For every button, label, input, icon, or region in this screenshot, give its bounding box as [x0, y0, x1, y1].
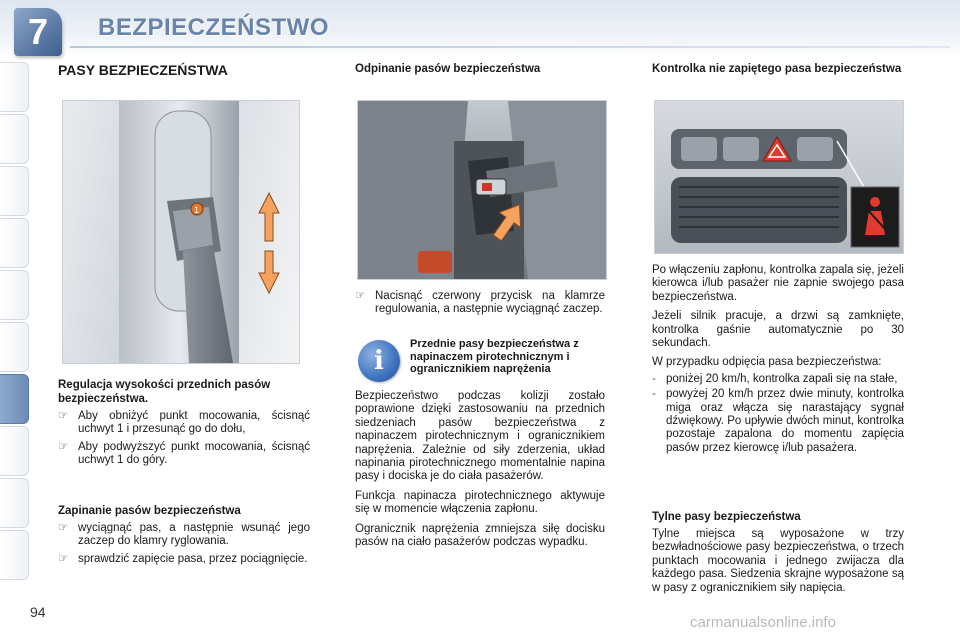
- list-item: ☞ sprawdzić zapięcie pasa, przez pociągnięcie.: [58, 552, 308, 565]
- hand-pointer-icon: ☞: [58, 410, 69, 422]
- buckle-illustration: [358, 101, 606, 279]
- section-title-seatbelts: PASY BEZPIECZEŃSTWA: [58, 62, 228, 78]
- figure-buckle: [357, 100, 607, 280]
- chapter-tab-4[interactable]: [0, 218, 29, 268]
- header-divider: [70, 46, 950, 48]
- figure-height-adjuster: [62, 100, 300, 364]
- list-item: - poniżej 20 km/h, kontrolka zapali się na stałe,: [652, 372, 898, 385]
- hand-pointer-icon: ☞: [58, 440, 69, 453]
- chapter-tabs: [0, 58, 30, 588]
- rear-belts-title: Tylne pasy bezpieczeństwa: [652, 511, 801, 523]
- handle-label: 1: [194, 205, 200, 215]
- page-title: BEZPIECZEŃSTWO: [98, 14, 330, 41]
- column-unfasten: [355, 62, 605, 76]
- unfasten-block: [355, 286, 605, 317]
- chapter-tab-6[interactable]: [0, 322, 29, 372]
- page-number: 94: [30, 604, 46, 620]
- list-item: - powyżej 20 km/h przez dwie minuty, kontrolka miga oraz włącza się narastający sygnał dźwiękowy. Po upływie dwóch minut, kontrolka pozostaje zapalona do momentu zapięcia pasów przez kierowcę i/lub pasażera.: [652, 388, 904, 454]
- fasten-block: [58, 504, 310, 566]
- hand-pointer-icon: ☞: [355, 290, 366, 302]
- paragraph: W przypadku odpięcia pasa bezpieczeństwa:: [652, 356, 882, 369]
- paragraph: Tylne miejsca są wyposażone w trzy bezwładnościowe pasy bezpieczeństwa, o trzech punktach mocowania i jednego zwijacza dla każdego pasa. Siedzenia skrajne wyposażone są w pasy z ogranicznikiem siły napięcia.: [652, 528, 904, 594]
- pretensioner-title-block: [410, 338, 605, 376]
- chapter-tab-8[interactable]: [0, 426, 29, 476]
- info-icon: i: [358, 340, 400, 382]
- column-seatbelts: [58, 62, 310, 78]
- height-adjust-block: [58, 378, 310, 468]
- fasten-title: Zapinanie pasów bezpieczeństwa: [58, 505, 241, 517]
- warning-lamp-title: Kontrolka nie zapiętego pasa bezpieczeństwa: [652, 63, 902, 75]
- paragraph: Bezpieczeństwo podczas kolizji zostało poprawione dzięki zastosowaniu na przednich siedzeniach pasów bezpieczeństwa z napinaczem pirotechnicznym i ogranicznikiem naprężenia. Zależnie od siły zderzenia, układ napinania pirotechnicznego momentalnie napina pasy i dociska je do ciała pasażerów.: [355, 390, 605, 483]
- warning-lamp-text: [652, 264, 904, 455]
- paragraph: Po włączeniu zapłonu, kontrolka zapala się, jeżeli kierowca i/lub pasażer nie zapnie swojego pasa bezpieczeństwa.: [652, 264, 904, 303]
- chapter-tab-5[interactable]: [0, 270, 29, 320]
- chapter-tab-1[interactable]: [0, 62, 29, 112]
- hand-pointer-icon: ☞: [58, 552, 69, 565]
- column-warning-lamp: [652, 62, 904, 76]
- dashboard-illustration: [655, 101, 903, 253]
- hand-pointer-icon: ☞: [58, 522, 69, 534]
- chapter-tab-7-active[interactable]: [0, 374, 29, 424]
- list-item: ☞ wyciągnąć pas, a następnie wsunąć jego zaczep do klamry ryglowania.: [58, 522, 310, 548]
- list-item: ☞ Aby podwyższyć punkt mocowania, ścisnąć uchwyt 1 do góry.: [58, 440, 310, 467]
- paragraph: Jeżeli silnik pracuje, a drzwi są zamknięte, kontrolka gaśnie automatycznie po 30 sekundach.: [652, 310, 904, 350]
- seatbelt-warning-icon: [851, 187, 899, 247]
- chapter-tab-2[interactable]: [0, 114, 29, 164]
- rear-belts-block: [652, 510, 904, 595]
- figure-dashboard-lamp: [654, 100, 904, 254]
- list-item: ☞ Nacisnąć czerwony przycisk na klamrze regulowania, a następnie wyciągnąć zaczep.: [355, 290, 605, 316]
- pretensioner-text: [355, 390, 605, 549]
- pretensioner-title: Przednie pasy bezpieczeństwa z napinaczem pirotechnicznym i ogranicznikiem naprężenia: [410, 338, 579, 376]
- chapter-tab-10[interactable]: [0, 530, 29, 580]
- paragraph: Ogranicznik naprężenia zmniejsza siłę docisku pasów na ciało pasażerów podczas wypadku.: [355, 522, 605, 549]
- watermark: carmanualsonline.info: [690, 614, 836, 631]
- list-item: ☞ Aby obniżyć punkt mocowania, ścisnąć uchwyt 1 i przesunąć go do dołu,: [58, 410, 310, 436]
- adjust-arrow-icon: [259, 193, 279, 293]
- chapter-tab-3[interactable]: [0, 166, 29, 216]
- chapter-badge[interactable]: 7: [14, 8, 62, 56]
- height-adjuster-illustration: [63, 101, 299, 363]
- unfasten-title: Odpinanie pasów bezpieczeństwa: [355, 63, 541, 75]
- height-adjust-title: Regulacja wysokości przednich pasów bezpieczeństwa.: [58, 379, 271, 405]
- chapter-tab-9[interactable]: [0, 478, 29, 528]
- paragraph: Funkcja napinacza pirotechnicznego aktywuje się w momencie włączenia zapłonu.: [355, 489, 605, 516]
